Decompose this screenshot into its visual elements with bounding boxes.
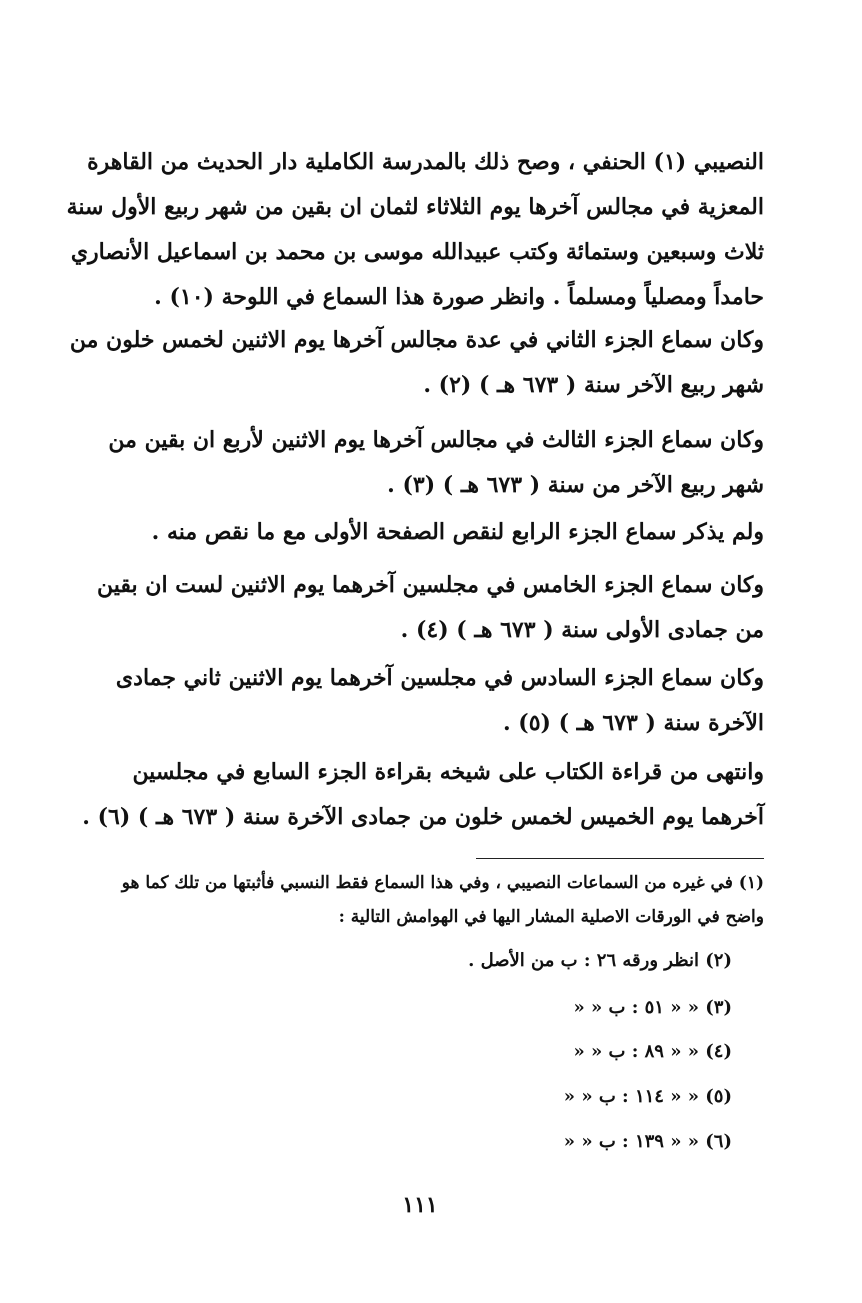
text-line: شهر ربيع الآخر سنة ( ٦٧٣ هـ ) (٢) . — [423, 372, 764, 398]
text-line: ولم يذكر سماع الجزء الرابع لنقص الصفحة الأولى مع ما نقص منه . — [151, 519, 764, 545]
text-line: الآخرة سنة ( ٦٧٣ هـ ) (٥) . — [502, 710, 764, 736]
footnote-3: (٣) « « ٥١ : ب « « — [573, 997, 732, 1018]
paragraph-5 — [92, 563, 764, 653]
footnote-line: واضح في الورقات الاصلية المشار اليها في الهوامش التالية : — [338, 907, 764, 927]
paragraph-1 — [66, 140, 764, 320]
text-line: وكان سماع الجزء السادس في مجلسين آخرهما يوم الاثنين ثاني جمادى — [115, 665, 764, 691]
text-line: وكان سماع الجزء الثاني في عدة مجالس آخرها يوم الاثنين لخمس خلون من — [69, 327, 764, 353]
paragraph-2 — [69, 318, 764, 408]
footnote-6: (٦) « « ١٣٩ : ب « « — [563, 1131, 732, 1152]
page-number: ١١١ — [402, 1192, 438, 1218]
text-line: حامداً ومصلياً ومسلماً . وانظر صورة هذا السماع في اللوحة (١٠) . — [154, 284, 764, 310]
text-line: النصيبي (١) الحنفي ، وصح ذلك بالمدرسة الكاملية دار الحديث من القاهرة — [87, 149, 764, 175]
footnote-line: (١) في غيره من السماعات النصيبي ، وفي هذا السماع فقط النسبي فأثبتها من تلك كما هو — [121, 873, 764, 893]
footnote-4: (٤) « « ٨٩ : ب « « — [573, 1041, 732, 1062]
footnote-5: (٥) « « ١١٤ : ب « « — [563, 1086, 732, 1107]
paragraph-3 — [92, 418, 764, 508]
footnote-divider — [476, 858, 764, 859]
text-line: المعزية في مجالس آخرها يوم الثلاثاء لثمان ان بقين من شهر ربيع الأول سنة — [66, 194, 764, 220]
text-line: ثلاث وسبعين وستمائة وكتب عبيدالله موسى بن محمد بن اسماعيل الأنصاري — [70, 239, 764, 265]
text-line: وكان سماع الجزء الثالث في مجالس آخرها يوم الاثنين لأربع ان بقين من — [108, 427, 764, 453]
footnote-2: (٢) انظر ورقه ٢٦ : ب من الأصل . — [468, 950, 732, 971]
paragraph-4 — [92, 510, 764, 555]
footnote-1 — [92, 866, 764, 934]
text-line: من جمادى الأولى سنة ( ٦٧٣ هـ ) (٤) . — [400, 617, 764, 643]
paragraph-7 — [82, 750, 764, 840]
text-line: شهر ربيع الآخر من سنة ( ٦٧٣ هـ ) (٣) . — [387, 472, 764, 498]
paragraph-6 — [92, 656, 764, 746]
text-line: آخرهما يوم الخميس لخمس خلون من جمادى الآخرة سنة ( ٦٧٣ هـ ) (٦) . — [82, 804, 764, 830]
text-line: وانتهى من قراءة الكتاب على شيخه بقراءة الجزء السابع في مجلسين — [132, 759, 764, 785]
text-line: وكان سماع الجزء الخامس في مجلسين آخرهما يوم الاثنين لست ان بقين — [96, 572, 764, 598]
